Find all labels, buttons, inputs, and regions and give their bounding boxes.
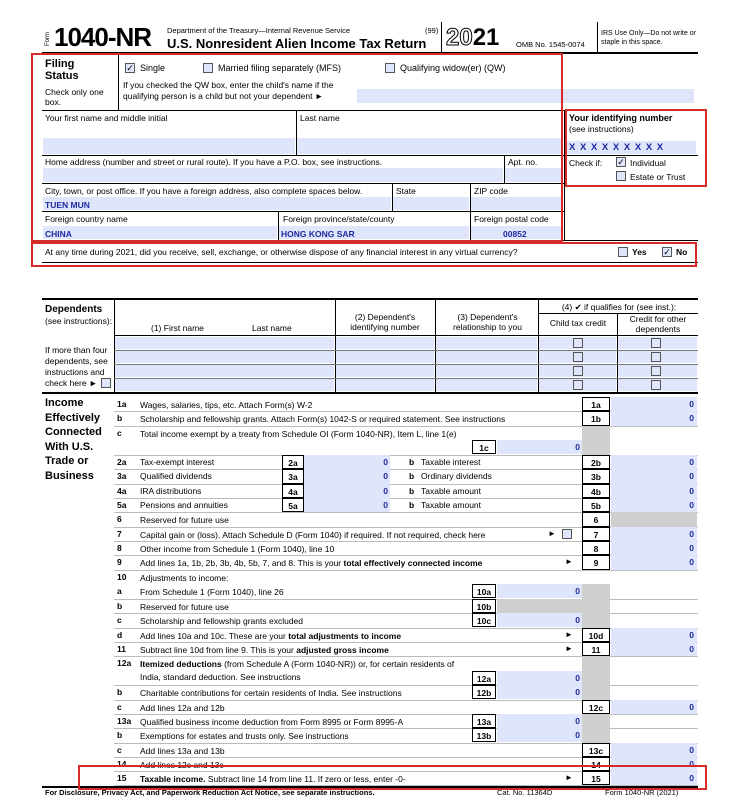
capital-gain-checkbox[interactable] [562, 529, 572, 539]
line-box-label: 13c [582, 743, 610, 757]
virtual-currency-no-checkbox[interactable]: ✓ [663, 247, 671, 257]
line-amount-value: 0 [689, 486, 694, 496]
child-tax-credit-checkbox[interactable] [573, 338, 583, 348]
line-description-text: Add lines 1a, 1b, 2b, 3b, 4b, 5b, 7, and 8. This is your [140, 558, 342, 568]
id-number-label: Your identifying number [569, 113, 673, 123]
arrow-icon: ► [565, 773, 573, 782]
highlight-identifying-number [565, 109, 707, 187]
line-amount-value: 0 [689, 457, 694, 467]
line-number: 13a [117, 716, 132, 726]
line-box-label: 3b [582, 469, 610, 484]
line-number: a [117, 586, 122, 596]
line-description-bold: Taxable income. [140, 774, 208, 784]
dependents-more-note: If more than four dependents, see instructions and check here ► [45, 345, 108, 388]
line-description-text: From Schedule 1 (Form 1040), line 26 [140, 587, 284, 597]
foreign-postal-label: Foreign postal code [474, 214, 549, 224]
line-description [140, 730, 470, 743]
single-checkbox[interactable]: ✓ [126, 63, 134, 73]
footer-notice: For Disclosure, Privacy Act, and Paperwork Reduction Act Notice, see separate instructions. [45, 788, 375, 797]
foreign-province-label: Foreign province/state/county [283, 214, 395, 224]
line-number: c [117, 745, 122, 755]
line-amount-value: 0 [383, 486, 388, 496]
line-number: c [117, 428, 122, 438]
line-description-bold: Itemized deductions [140, 659, 225, 669]
line-number: 12a [117, 658, 132, 668]
line-amount-value: 0 [689, 543, 694, 553]
line-number: b [117, 601, 123, 611]
line-description-text: Subtract line 14 from line 11. If zero or less, enter -0- [207, 774, 406, 784]
dep-col-relationship: (3) Dependent's relationship to you [453, 312, 522, 332]
line-box-label: 13b [472, 728, 496, 742]
id-number-value: X X X X X X X X X [569, 142, 665, 153]
form-small-label: Form [45, 32, 51, 46]
other-dependent-credit-checkbox[interactable] [651, 352, 661, 362]
line-description-text: Subtract line 10d from line 9. This is your [140, 645, 294, 655]
id-number-sub: (see instructions) [569, 124, 634, 134]
footer-form: Form 1040-NR (2021) [605, 788, 679, 797]
line-amount-value: 0 [689, 413, 694, 423]
line-number: b [409, 500, 415, 510]
city-value: TUEN MUN [45, 200, 90, 210]
line-description: Taxable amount [421, 486, 482, 496]
dependents-sub: (see instructions): [45, 316, 113, 326]
line-amount-value: 0 [575, 673, 580, 683]
line-description-text: Charitable contributions for certain residents of India. See instructions [140, 688, 402, 698]
line-box-label: 10c [472, 613, 496, 627]
highlight-filing-name-address [31, 53, 563, 242]
line-box-label: 9 [582, 555, 610, 570]
dependent-relationship-field[interactable] [436, 365, 537, 377]
line-description [140, 615, 470, 628]
foreign-province-value: HONG KONG SAR [281, 229, 355, 239]
line-box-label: 1a [582, 397, 610, 411]
line-amount-value: 0 [689, 630, 694, 640]
last-name-label: Last name [300, 113, 340, 123]
child-tax-credit-checkbox[interactable] [573, 352, 583, 362]
line-divider [114, 656, 698, 657]
line-number: 6 [117, 514, 122, 524]
dependent-relationship-field[interactable] [436, 379, 537, 391]
line-number: 10 [117, 572, 127, 582]
shaded-cell [582, 426, 610, 455]
line-number: d [117, 630, 123, 640]
dep-col-child-credit: Child tax credit [549, 318, 607, 328]
line-description-text: Reserved for future use [140, 602, 229, 612]
line-description: IRA distributions [140, 486, 202, 496]
line-amount-value: 0 [383, 471, 388, 481]
dependent-name-field[interactable] [115, 365, 334, 377]
home-address-label: Home address (number and street or rural route). If you have a P.O. box, see instructions. [45, 157, 383, 167]
foreign-country-value: CHINA [45, 229, 72, 239]
virtual-currency-no-label: No [676, 247, 688, 257]
income-section-title: Income Effectively Connected With U.S. Trade or Business [45, 397, 102, 482]
qw-child-note: If you checked the QW box, enter the child's name if the qualifying person is a child but not your dependent ► [123, 80, 334, 101]
line-amount-value: 0 [689, 500, 694, 510]
shaded-cell [582, 613, 610, 628]
footer-cat: Cat. No. 11364D [497, 788, 553, 797]
line-description: Taxable interest [421, 457, 481, 467]
line-number: 8 [117, 543, 122, 553]
line-number: 9 [117, 557, 122, 567]
single-label: Single [140, 63, 166, 73]
omb-number: OMB No. 1545-0074 [516, 40, 585, 49]
line-box-label: 5a [282, 498, 304, 512]
line-number: 5a [117, 500, 127, 510]
line-box-label: 2a [282, 455, 304, 469]
line-amount-value: 0 [689, 773, 694, 783]
line-number: c [117, 702, 122, 712]
line-description-text: (from Schedule A (Form 1040-NR)) or, for certain residents of India, standard deduction. See instructions [140, 659, 455, 682]
line-amount-value: 0 [689, 644, 694, 654]
line-description-text: Scholarship and fellowship grants excluded [140, 616, 304, 626]
dep-col-id: (2) Dependent's identifying number [350, 312, 420, 332]
line-box-label: 10a [472, 584, 496, 598]
estate-trust-label: Estate or Trust [630, 172, 686, 182]
dep-col-other-credit: Credit for other dependents [629, 314, 687, 334]
line-description: Taxable amount [421, 500, 482, 510]
line-box-label: 13a [472, 714, 496, 728]
line-box-label: 3a [282, 469, 304, 484]
tax-year-bold: 21 [472, 24, 500, 51]
line-amount-value: 0 [575, 586, 580, 596]
arrow-icon: ► [548, 529, 556, 538]
dependent-relationship-field[interactable] [436, 337, 537, 349]
dependent-id-field[interactable] [336, 379, 434, 391]
dependent-name-field[interactable] [115, 337, 334, 349]
line-box-label: 10d [582, 628, 610, 642]
city-label: City, town, or post office. If you have a foreign address, also complete spaces below. [45, 186, 363, 196]
arrow-icon: ► [565, 644, 573, 653]
zip-label: ZIP code [474, 186, 508, 196]
line-description-text: Adjustments to income: [140, 573, 229, 583]
line-box-label: 1b [582, 411, 610, 426]
line-box-label: 12a [472, 671, 496, 685]
line-box-label: 6 [582, 512, 610, 527]
arrow-icon: ► [565, 630, 573, 639]
form-title: U.S. Nonresident Alien Income Tax Return [167, 36, 427, 51]
department-label: Department of the Treasury—Internal Revenue Service [167, 26, 351, 35]
virtual-currency-question: At any time during 2021, did you receive, sell, exchange, or otherwise dispose of any financial interest in any virtual currency? [45, 247, 518, 257]
line-number: 15 [117, 773, 127, 783]
line-number: 4a [117, 486, 127, 496]
line-box-label: 4b [582, 484, 610, 498]
line-description-text: Capital gain or (loss). Attach Schedule D (Form 1040) if required. If not required, check here [140, 530, 486, 540]
other-dependent-credit-checkbox[interactable] [651, 380, 661, 390]
line-description-bold: total effectively connected income [341, 558, 483, 568]
check-if-label: Check if: [569, 158, 603, 168]
line-divider [114, 570, 698, 571]
line-number: 1a [117, 399, 127, 409]
line-amount-field [497, 599, 583, 613]
line-box-label: 5b [582, 498, 610, 512]
line-description-text: Add lines 10a and 10c. These are your [140, 631, 286, 641]
line-description [140, 586, 470, 599]
line-number: 11 [117, 644, 126, 654]
line-amount-value: 0 [383, 500, 388, 510]
dependent-id-field[interactable] [336, 365, 434, 377]
line-amount-value: 0 [689, 529, 694, 539]
line-number: 7 [117, 529, 122, 539]
individual-label: Individual [630, 158, 666, 168]
shaded-cell [582, 656, 610, 685]
shaded-cell [582, 728, 610, 743]
line-number: 2a [117, 457, 127, 467]
foreign-country-label: Foreign country name [45, 214, 128, 224]
shaded-cell [582, 714, 610, 728]
line-number: b [409, 457, 415, 467]
line-box-label: 7 [582, 527, 610, 541]
line-amount-value: 0 [575, 687, 580, 697]
line-number: b [117, 413, 123, 423]
form-code: (99) [425, 26, 439, 35]
line-amount-value: 0 [383, 457, 388, 467]
line-description-text: Qualified business income deduction from Form 8995 or Form 8995-A [140, 717, 404, 727]
line-box-label: 12b [472, 685, 496, 699]
line-box-label: 15 [582, 771, 610, 785]
line-description-bold: total adjustments to income [285, 631, 402, 641]
line-description-text: Scholarship and fellowship grants. Attach Form(s) 1042-S or required statement. See instructions [140, 414, 506, 424]
mfs-label: Married filing separately (MFS) [218, 63, 342, 73]
line-divider [114, 728, 698, 729]
highlight-virtual-currency [31, 242, 697, 267]
tax-year-outline: 20 [446, 24, 473, 51]
line-box-label: 11 [582, 642, 610, 656]
line-amount-value: 0 [689, 399, 694, 409]
line-amount-value: 0 [575, 442, 580, 452]
line-description-text: Add lines 12c and 13c [140, 760, 224, 770]
shaded-cell [582, 584, 610, 599]
form-number: 1040-NR [54, 22, 152, 52]
line-number: b [409, 486, 415, 496]
highlight-taxable-income [78, 765, 707, 790]
line-box-label: 12c [582, 700, 610, 714]
dependent-id-field[interactable] [336, 337, 434, 349]
line-number: b [117, 730, 123, 740]
dependent-name-field[interactable] [115, 351, 334, 363]
line-divider [114, 426, 698, 427]
dependent-name-field[interactable] [115, 379, 334, 391]
line-description [140, 687, 470, 700]
dependent-relationship-field[interactable] [436, 351, 537, 363]
shaded-cell [582, 685, 610, 700]
apt-no-label: Apt. no. [508, 157, 538, 167]
first-name-label: Your first name and middle initial [45, 113, 168, 123]
line-amount-value: 0 [689, 557, 694, 567]
line-description: Qualified dividends [140, 471, 212, 481]
dep-col-first-name: (1) First name [151, 323, 204, 333]
other-dependent-credit-checkbox[interactable] [651, 338, 661, 348]
line-description-text: Total income exempt by a treaty from Schedule OI (Form 1040-NR), Item L, line 1(e) [140, 429, 457, 439]
line-box-label: 2b [582, 455, 610, 469]
line-description: Ordinary dividends [421, 471, 492, 481]
line-description: Pensions and annuities [140, 500, 228, 510]
line-amount-value: 0 [689, 759, 694, 769]
line-description-text: Other income from Schedule 1 (Form 1040), line 10 [140, 544, 335, 554]
shaded-cell [582, 599, 610, 613]
individual-checkbox[interactable]: ✓ [617, 157, 625, 167]
line-box-label: 14 [582, 757, 610, 771]
line-box-label: 1c [472, 440, 496, 454]
line-description-bold: adjusted gross income [293, 645, 389, 655]
qw-label: Qualifying widow(er) (QW) [400, 63, 506, 73]
line-number: 3a [117, 471, 127, 481]
line-description [140, 428, 470, 441]
irs-use-only: IRS Use Only—Do not write or staple in this space. [601, 30, 696, 46]
filing-status-check-only: Check only one box. [45, 87, 104, 107]
line-box-label: 10b [472, 599, 496, 613]
line-description [140, 658, 470, 684]
line-description [140, 413, 580, 426]
dep-col-last-name: Last name [252, 323, 292, 333]
line-number: b [409, 471, 415, 481]
line-description [140, 557, 580, 570]
dependents-title: Dependents [45, 304, 103, 315]
child-tax-credit-checkbox[interactable] [573, 380, 583, 390]
line-description [140, 514, 580, 527]
line-amount-value: 0 [689, 471, 694, 481]
dependents-more-checkbox[interactable] [101, 378, 111, 388]
dependent-id-field[interactable] [336, 351, 434, 363]
line-amount-value: 0 [575, 730, 580, 740]
line-description-text: Reserved for future use [140, 515, 229, 525]
line-box-label: 8 [582, 541, 610, 555]
arrow-icon: ► [565, 557, 573, 566]
line-amount-value: 0 [575, 615, 580, 625]
line-number: 14 [117, 759, 127, 769]
tax-year [446, 24, 499, 52]
line-description-text: Exemptions for estates and trusts only. See instructions [140, 731, 349, 741]
filing-status-title: Filing Status [45, 58, 79, 82]
line-divider [114, 685, 698, 686]
virtual-currency-yes-label: Yes [632, 247, 647, 257]
line-amount-value: 0 [575, 716, 580, 726]
line-divider [114, 599, 698, 600]
line-number: c [117, 615, 122, 625]
line-description: Tax-exempt interest [140, 457, 215, 467]
line-amount-value: 0 [689, 702, 694, 712]
dep-col-qualifies: (4) ✔ if qualifies for (see inst.): [561, 302, 677, 312]
line-box-label: 4a [282, 484, 304, 498]
line-divider [114, 714, 698, 715]
line-amount-field [611, 512, 697, 527]
line-description-text: Add lines 12a and 12b [140, 703, 225, 713]
line-number: b [117, 687, 123, 697]
line-description-text: Wages, salaries, tips, etc. Attach Form(s) W-2 [140, 400, 313, 410]
line-amount-value: 0 [689, 745, 694, 755]
foreign-postal-value: 00852 [503, 229, 527, 239]
other-dependent-credit-checkbox[interactable] [651, 366, 661, 376]
line-description-text: Add lines 13a and 13b [140, 746, 225, 756]
line-divider [114, 613, 698, 614]
child-tax-credit-checkbox[interactable] [573, 366, 583, 376]
state-label: State [396, 186, 416, 196]
